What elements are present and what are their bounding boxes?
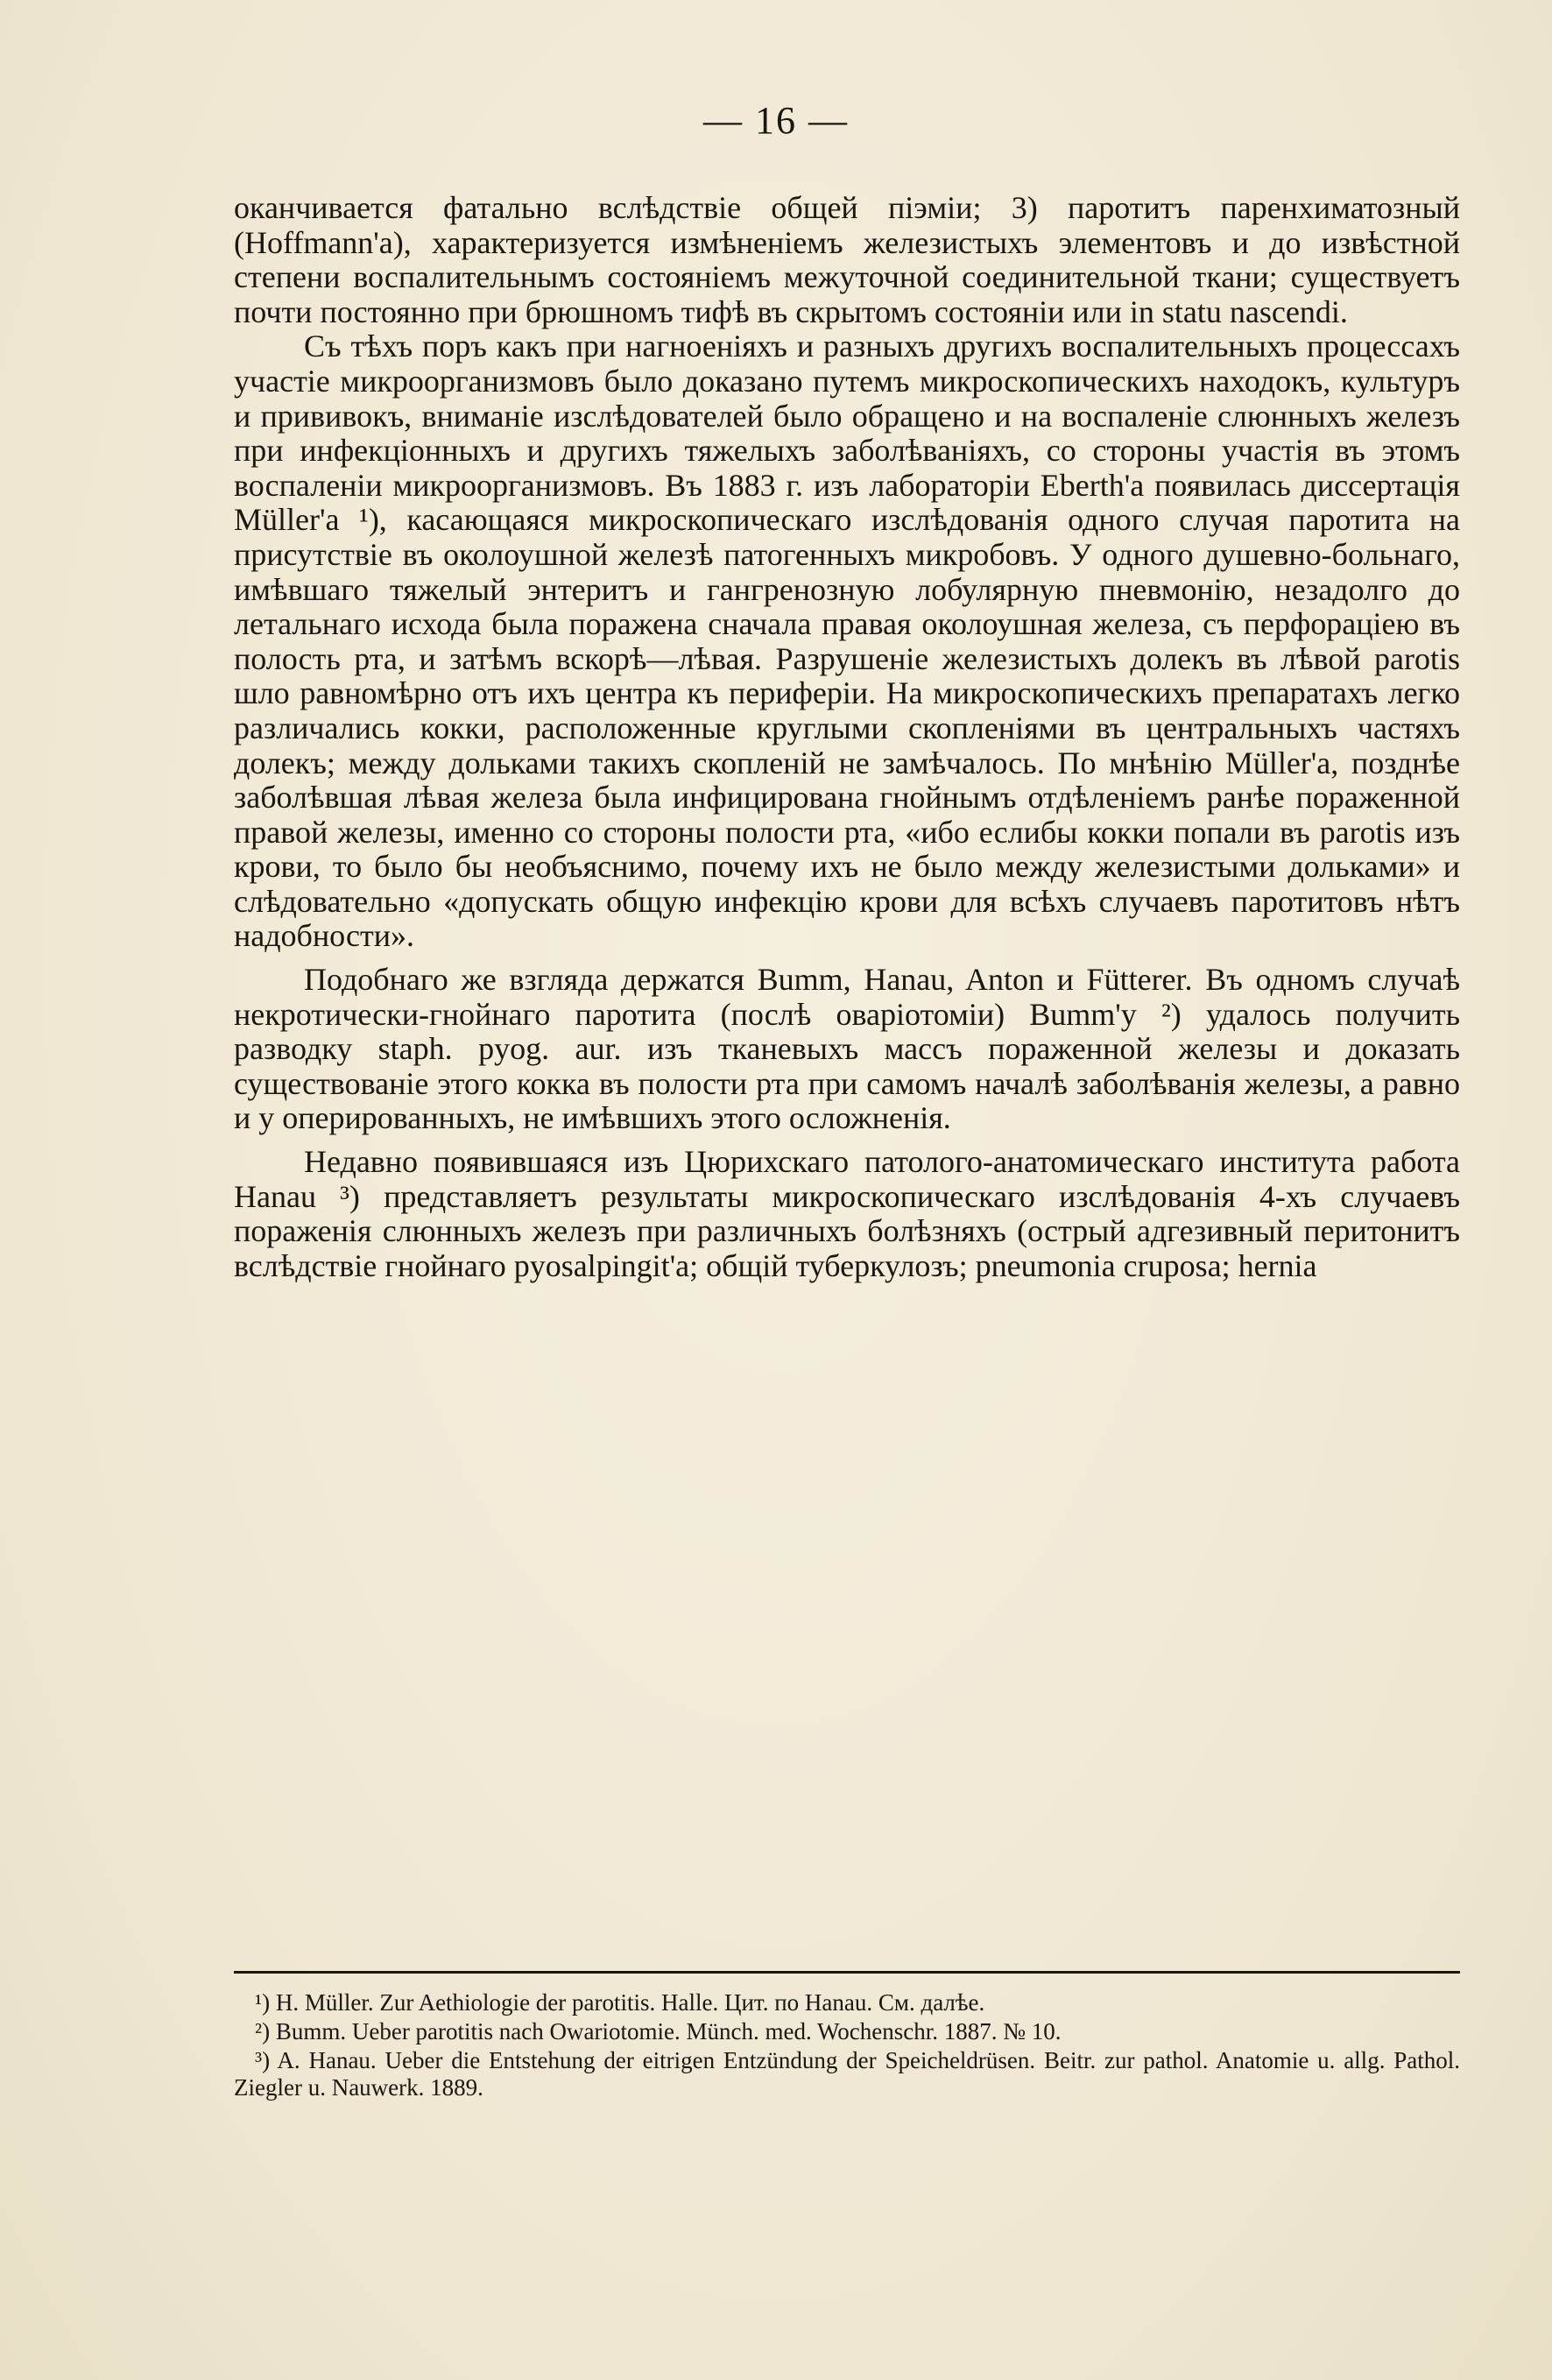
footnote-3: ³) A. Hanau. Ueber die Entstehung der eitrigen Entzündung der Speicheldrüsen. Beitr. zur pathol. Anatomie u. allg. Pathol. Ziegler u. Nauwerk. 1889. xyxy=(234,2047,1460,2101)
footnote-divider xyxy=(234,1971,1460,1974)
footnotes xyxy=(234,1989,1460,2103)
footnote-1: ¹) H. Müller. Zur Aethiologie der parotitis. Halle. Цит. по Hanau. См. далѣе. xyxy=(255,1989,985,2016)
footnote-2: ²) Bumm. Ueber parotitis nach Owariotomie. Münch. med. Wochenschr. 1887. № 10. xyxy=(255,2018,1062,2045)
paragraph-zurich-institute: Недавно появившаяся изъ Цюрихскаго патолого-анатомическаго института работа Hanau ³) представляетъ результаты микроскопическаго изслѣдованія 4-хъ случаевъ пораженія слюнныхъ железъ при различныхъ болѣзняхъ (острый адгезивный перитонитъ вслѣдствіе гнойнаго pyosalpingit'а; общій туберкулозъ; pneumonia cruposa; hernia xyxy=(234,1144,1460,1283)
main-text xyxy=(234,191,1460,1283)
paragraph-microorganisms: Съ тѣхъ поръ какъ при нагноеніяхъ и разныхъ другихъ воспалительныхъ процессахъ участіе микроорганизмовъ было доказано путемъ микроскопическихъ находокъ, культуръ и прививокъ, вниманіе изслѣдователей было обращено и на воспаленіе слюнныхъ железъ при инфекціонныхъ и другихъ тяжелыхъ заболѣваніяхъ, со стороны участія въ этомъ воспаленіи микроорганизмовъ. Въ 1883 г. изъ лабораторіи Eberth'а появилась диссертація Müller'а ¹), касающаяся микроскопическаго изслѣдованія одного случая паротита на присутствіе въ околоушной железѣ патогенныхъ микробовъ. У одного душевно-больнаго, имѣвшаго тяжелый энтеритъ и гангренозную лобулярную пневмонію, незадолго до летальнаго исхода была поражена сначала правая околоушная железа, съ перфораціею въ полость рта, и затѣмъ вскорѣ—лѣвая. Разрушеніе железистыхъ долекъ въ лѣвой parotis шло равномѣрно отъ ихъ центра къ периферіи. На микроскопическихъ препаратахъ легко различались кокки, расположенные круглыми скопленіями въ центральныхъ частяхъ долекъ; между дольками такихъ скопленій не замѣчалось. По мнѣнію Müller'а, позднѣе заболѣвшая лѣвая железа была инфицирована гнойнымъ отдѣленіемъ ранѣе пораженной правой железы, именно со стороны полости рта, «ибо еслибы кокки попали въ parotis изъ крови, то было бы необъяснимо, почему ихъ не было между железистыми дольками» и слѣдовательно «допускать общую инфекцію крови для всѣхъ случаевъ паротитовъ нѣтъ надобности». xyxy=(234,328,1460,954)
page-number: — 16 — xyxy=(703,99,849,142)
paragraph-continuation: оканчивается фатально вслѣдствіе общей піэміи; 3) паротитъ паренхиматозный (Hoffmann'а), характеризуется измѣненіемъ железистыхъ элементовъ и до извѣстной степени воспалительнымъ состояніемъ межуточной соединительной ткани; существуетъ почти постоянно при брюшномъ тифѣ въ скрытомъ состояніи или in statu nascendi. xyxy=(234,190,1460,329)
paragraph-bumm-hanau: Подобнаго же взгляда держатся Bumm, Hanau, Anton и Fütterer. Въ одномъ случаѣ некротически-гнойнаго паротита (послѣ оваріотоміи) Bumm'у ²) удалось получить разводку staph. pyog. aur. изъ тканевыхъ массъ пораженной железы и доказать существованіе этого кокка въ полости рта при самомъ началѣ заболѣванія железы, а равно и у оперированныхъ, не имѣвшихъ этого осложненія. xyxy=(234,962,1460,1136)
